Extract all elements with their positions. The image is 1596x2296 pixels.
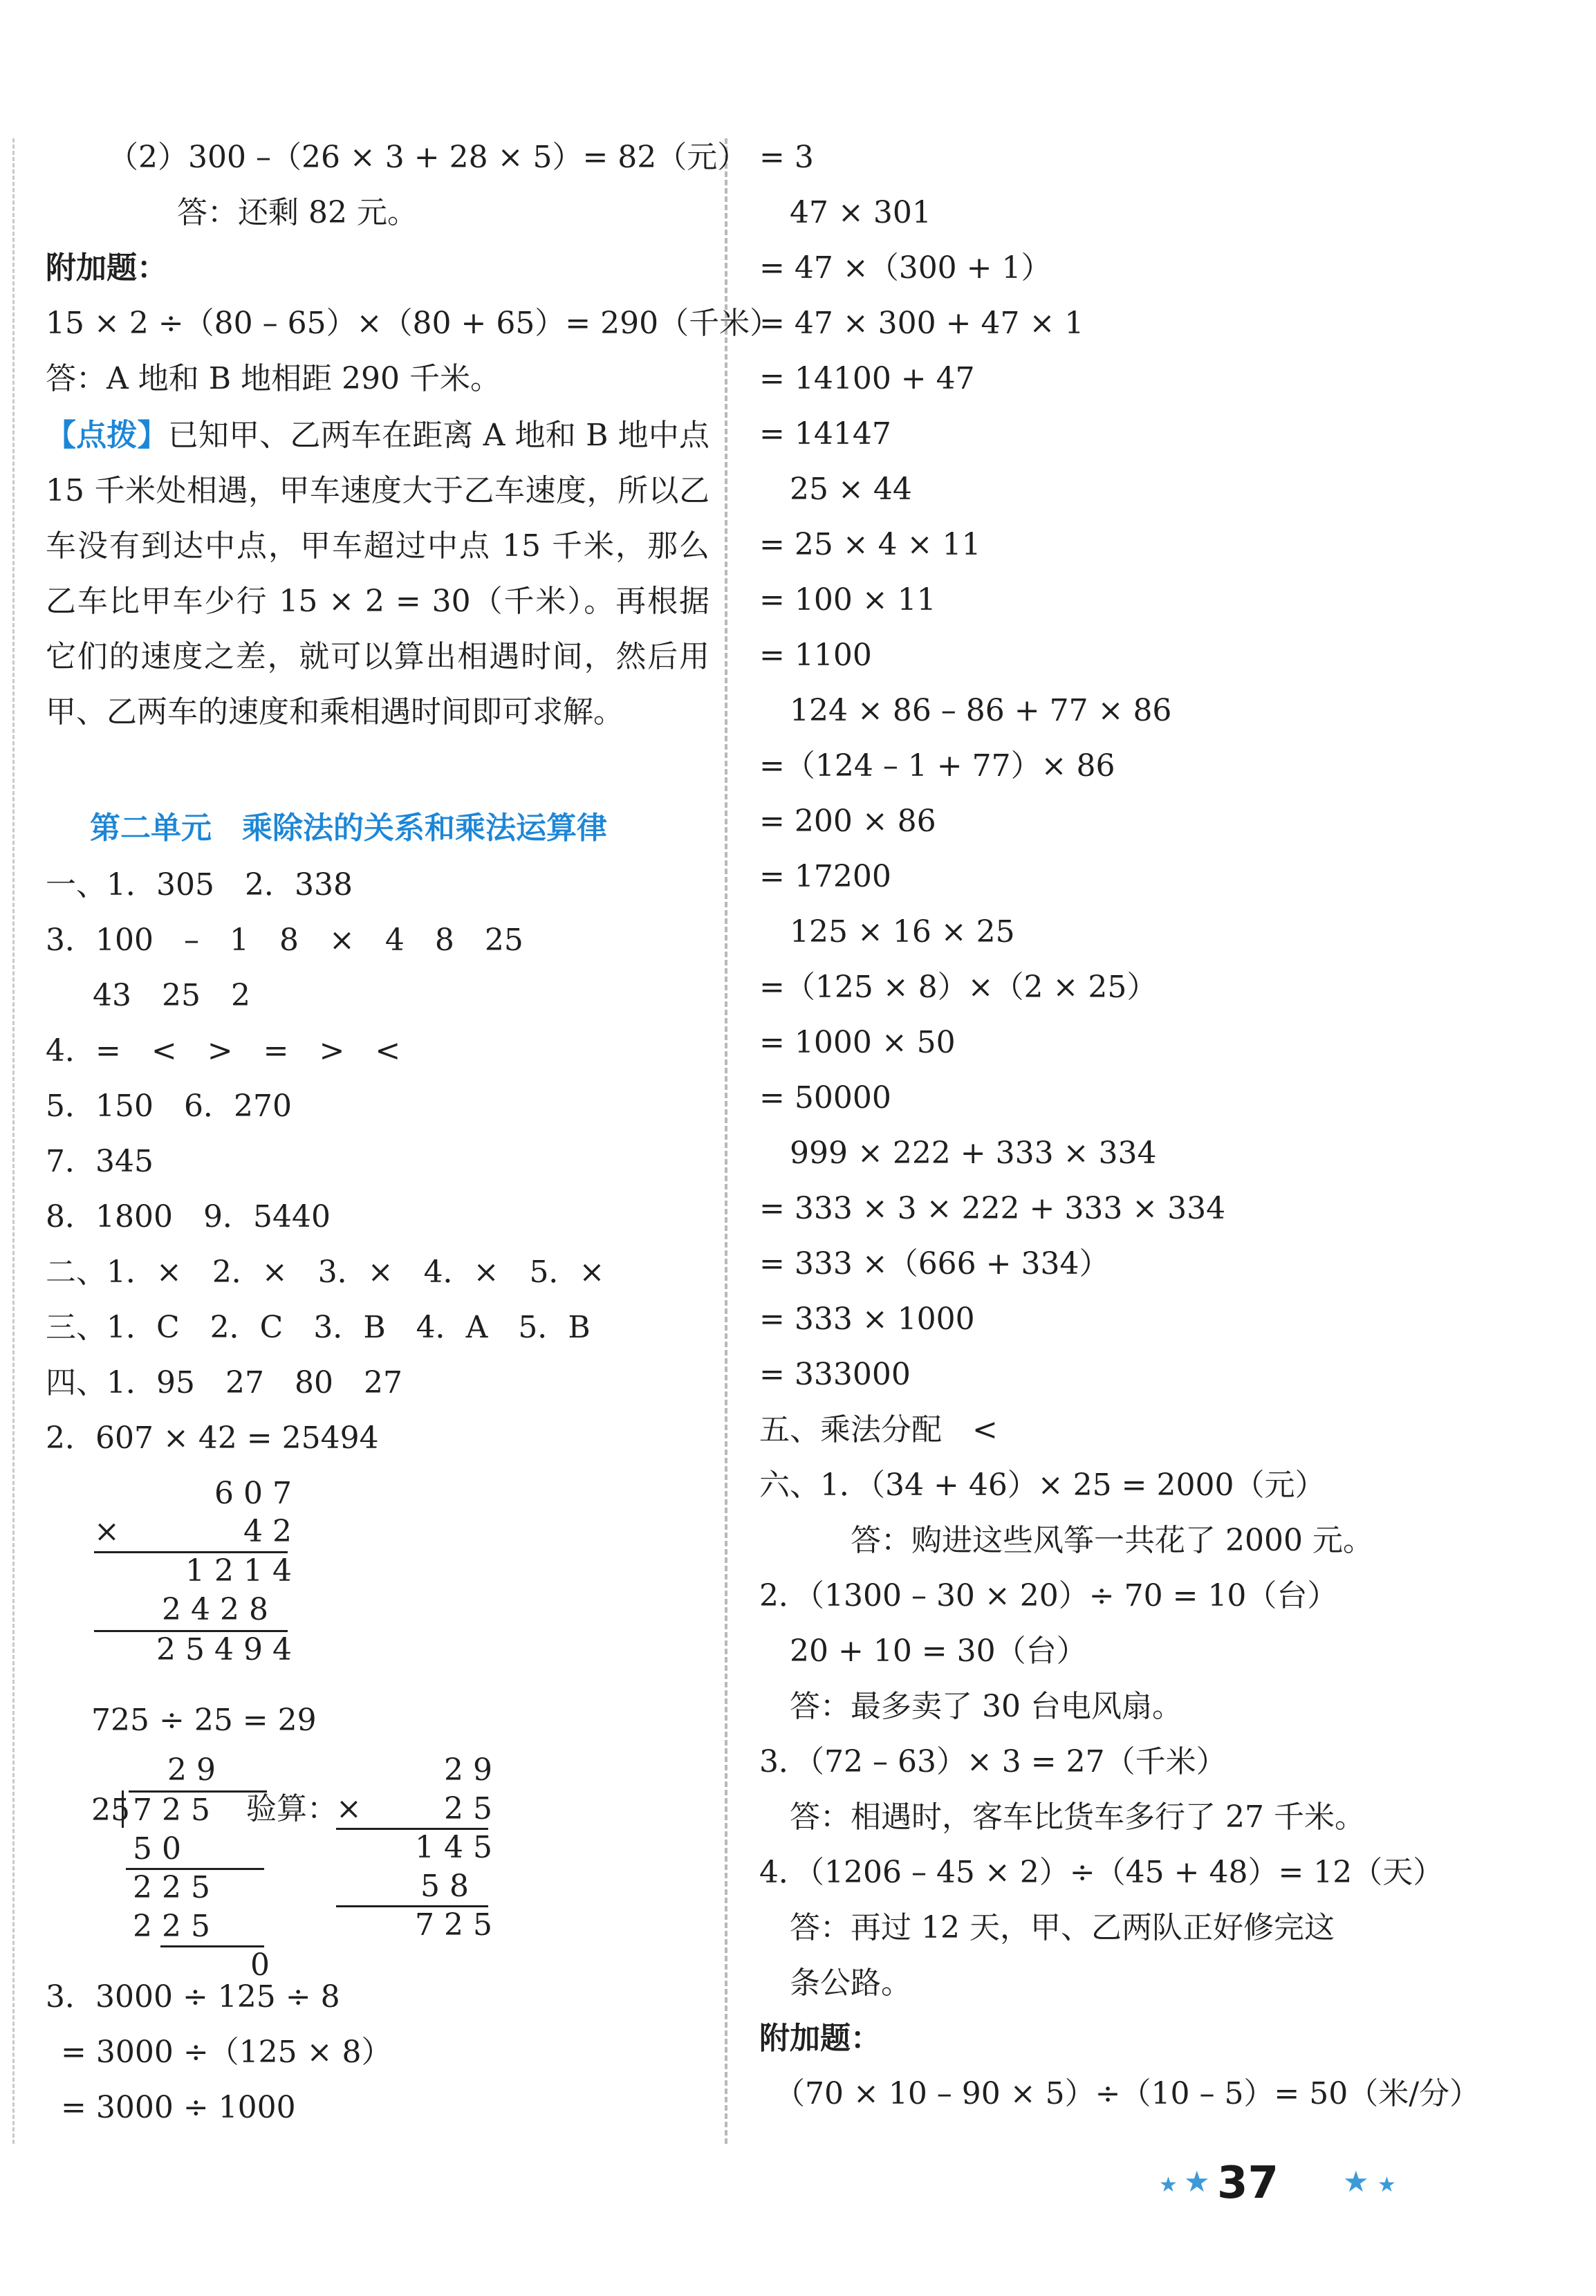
division-rule-2: [160, 1945, 264, 1947]
right-line: 4．（1206 – 45 × 2）÷（45 + 48）= 12（天）: [759, 1855, 1444, 1890]
section-3: 三、1．C 2．C 3．B 4．A 5．B: [46, 1310, 591, 1345]
right-line: 20 + 10 = 30（台）: [759, 1633, 1087, 1669]
answer-line-2: 答：还剩 82 元。: [177, 195, 418, 230]
check-top: 29: [444, 1752, 502, 1788]
page-number: 37: [1217, 2158, 1279, 2209]
right-line: = 14100 + 47: [759, 361, 975, 396]
right-line: = 17200: [759, 859, 891, 894]
right-line: =（124 – 1 + 77）× 86: [759, 748, 1115, 784]
right-line: = 47 × 300 + 47 × 1: [759, 306, 1084, 341]
division-remainder: 0: [250, 1947, 279, 1983]
mult-partial-1: 1214: [185, 1553, 301, 1589]
right-line: 五、乘法分配 <: [759, 1412, 998, 1447]
right-line: = 1000 × 50: [759, 1025, 956, 1060]
right-line: = 47 ×（300 + 1）: [759, 250, 1052, 286]
check-operator: ×: [336, 1791, 371, 1826]
section-1: 一、1．305 2．338: [46, 867, 353, 902]
section-1-q4: 4．= < > = > <: [46, 1033, 401, 1068]
right-line: 答：最多卖了 30 台电风扇。: [759, 1689, 1182, 1724]
right-line: = 1100: [759, 638, 872, 673]
check-result: 725: [415, 1907, 502, 1943]
star-icon: ★: [1184, 2165, 1210, 2198]
division-bracket: [122, 1790, 124, 1828]
margin-dashed-line: [12, 138, 15, 2144]
right-line: 125 × 16 × 25: [759, 914, 1015, 950]
division-quotient: 29: [167, 1752, 225, 1788]
section-1-q7: 7．345: [46, 1144, 154, 1179]
section-4-q3: 3．3000 ÷ 125 ÷ 8: [46, 1979, 340, 2015]
long-division: [91, 1752, 279, 1983]
tip-text: 已知甲、乙两车在距离 A 地和 B 地中点 15 千米处相遇，甲车速度大于乙车速度，所以乙车没有到达中点，甲车超过中点 15 千米，那么乙车比甲车少行 15 × 2 = 30（千米）。再根据它们的速度之差，就可以算出相遇时间，然后用甲、乙两车的速度和乘相遇时间即可求解。: [46, 418, 709, 730]
right-line: = 333 × 3 × 222 + 333 × 334: [759, 1191, 1226, 1226]
section-1-q8: 8．1800 9．5440: [46, 1199, 331, 1234]
bonus-heading: 附加题：: [46, 250, 167, 286]
right-line: 3．（72 – 63）× 3 = 27（千米）: [759, 1744, 1227, 1779]
division-dividend: 725: [133, 1793, 220, 1828]
tip-label: 【点拨】: [46, 418, 168, 453]
vertical-multiplication: [94, 1476, 301, 1684]
right-line: = 333 ×（666 + 334）: [759, 1246, 1110, 1281]
section-1-q5: 5．150 6．270: [46, 1089, 292, 1124]
mult-second: 42: [243, 1514, 301, 1549]
section-4-q2: 2．607 × 42 = 25494: [46, 1420, 379, 1456]
right-line: = 14147: [759, 416, 891, 452]
right-line: 47 × 301: [759, 195, 931, 230]
section-4: 四、1．95 27 80 27: [46, 1365, 402, 1400]
right-line: = 200 × 86: [759, 804, 936, 839]
right-line: 124 × 86 – 86 + 77 × 86: [759, 693, 1172, 728]
right-line: 999 × 222 + 333 × 334: [759, 1136, 1157, 1171]
right-line: =（125 × 8）×（2 × 25）: [759, 970, 1158, 1005]
section-2: 二、1．× 2．× 3．× 4．× 5．×: [46, 1255, 605, 1290]
division-step-2: 225: [133, 1870, 220, 1905]
right-line: = 333 × 1000: [759, 1302, 975, 1337]
section-4-q3-step-1: = 3000 ÷（125 × 8）: [61, 2035, 392, 2070]
division-step-1: 50: [133, 1831, 191, 1867]
answer-line-1: （2）300 –（26 × 3 + 28 × 5）= 82（元）: [108, 140, 748, 175]
check-partial-1: 145: [415, 1830, 502, 1865]
right-line: 答：相遇时，客车比货车多行了 27 千米。: [759, 1799, 1365, 1835]
check-second: 25: [444, 1791, 502, 1826]
right-line: （70 × 10 – 90 × 5）÷（10 – 5）= 50（米/分）: [759, 2076, 1481, 2111]
check-partial-2: 58: [420, 1869, 479, 1904]
right-line: 2．（1300 – 30 × 20）÷ 70 = 10（台）: [759, 1578, 1338, 1613]
mult-top: 607: [214, 1476, 301, 1511]
right-line: 条公路。: [759, 1965, 911, 2001]
star-icon: ★: [1377, 2173, 1396, 2197]
right-line: 答：购进这些风筝一共花了 2000 元。: [759, 1523, 1373, 1558]
section-1-q3: 3．100 – 1 8 × 4 8 25: [46, 923, 523, 958]
star-icon: ★: [1159, 2173, 1178, 2197]
right-line: = 333000: [759, 1357, 911, 1392]
division-equation: 725 ÷ 25 = 29: [91, 1703, 317, 1738]
right-line: = 50000: [759, 1080, 891, 1115]
right-line: = 3: [759, 140, 814, 175]
bonus-answer: 答：A 地和 B 地相距 290 千米。: [46, 361, 501, 396]
star-icon: ★: [1343, 2165, 1369, 2198]
right-line: 答：再过 12 天，甲、乙两队正好修完这: [759, 1910, 1335, 1945]
check-label: 验算：: [246, 1791, 337, 1826]
mult-operator: ×: [94, 1514, 129, 1549]
right-bonus-heading: 附加题：: [759, 2021, 881, 2056]
right-line: = 25 × 4 × 11: [759, 527, 981, 562]
division-divisor: 25: [91, 1793, 130, 1828]
division-step-3: 225: [133, 1909, 220, 1944]
right-line: 25 × 44: [759, 472, 912, 507]
mult-partial-2: 2428: [162, 1592, 278, 1627]
bonus-calc: 15 × 2 ÷（80 – 65）×（80 + 65）= 290（千米）: [46, 306, 781, 341]
section-4-q3-step-2: = 3000 ÷ 1000: [61, 2090, 296, 2125]
right-line: 六、1．（34 + 46）× 25 = 2000（元）: [759, 1468, 1326, 1503]
tip-paragraph: [46, 408, 709, 740]
mult-result: 25494: [156, 1632, 301, 1667]
right-line: = 100 × 11: [759, 582, 936, 618]
column-divider: [725, 138, 727, 2144]
section-1-q3-cont: 43 25 2: [93, 978, 250, 1013]
unit-title: 第二单元 乘除法的关系和乘法运算律: [90, 811, 607, 846]
verification-multiplication: [336, 1752, 502, 1943]
